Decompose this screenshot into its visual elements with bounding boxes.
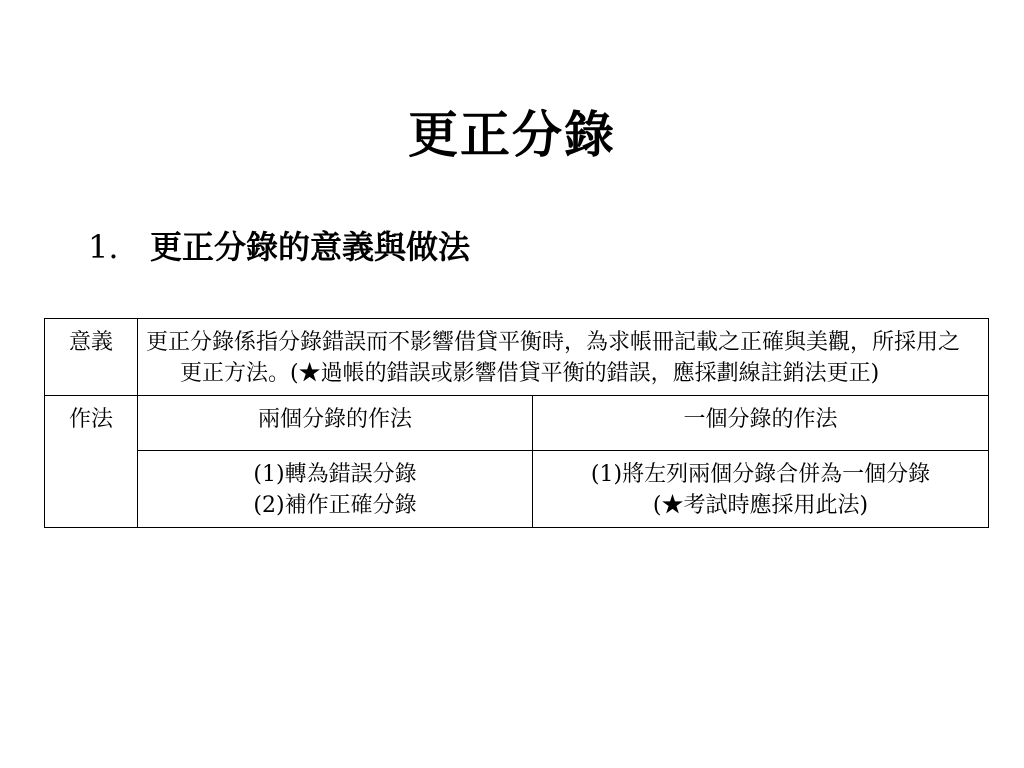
- section-title: 更正分錄的意義與做法: [150, 228, 471, 266]
- meaning-row: [45, 319, 989, 396]
- method-header-row: [45, 396, 989, 451]
- one-entry-note: (★考試時應採用此法): [652, 493, 869, 518]
- two-entry-header: 兩個分錄的作法: [138, 396, 533, 451]
- slide-title: 更正分錄: [408, 105, 616, 164]
- one-entry-header: 一個分錄的作法: [533, 396, 989, 451]
- section-heading: [88, 222, 470, 272]
- section-number: 1.: [88, 228, 119, 266]
- method-body-row: [45, 451, 989, 528]
- meaning-label: 意義: [45, 319, 138, 396]
- two-entry-step: (1)轉為錯誤分錄: [253, 462, 417, 487]
- one-entry-steps: [533, 451, 989, 528]
- one-entry-step: (1)將左列兩個分錄合併為一個分錄: [590, 462, 931, 487]
- method-label: 作法: [45, 396, 138, 528]
- meaning-cell: [138, 319, 989, 396]
- two-entry-steps: [138, 451, 533, 528]
- two-entry-step: (2)補作正確分錄: [253, 493, 417, 518]
- meaning-text: 更正分錄係指分錄錯誤而不影響借貸平衡時，為求帳冊記載之正確與美觀，所採用之更正方法。(★過帳的錯誤或影響借貸平衡的錯誤，應採劃線註銷法更正): [146, 330, 961, 386]
- correction-entry-table: [44, 318, 989, 528]
